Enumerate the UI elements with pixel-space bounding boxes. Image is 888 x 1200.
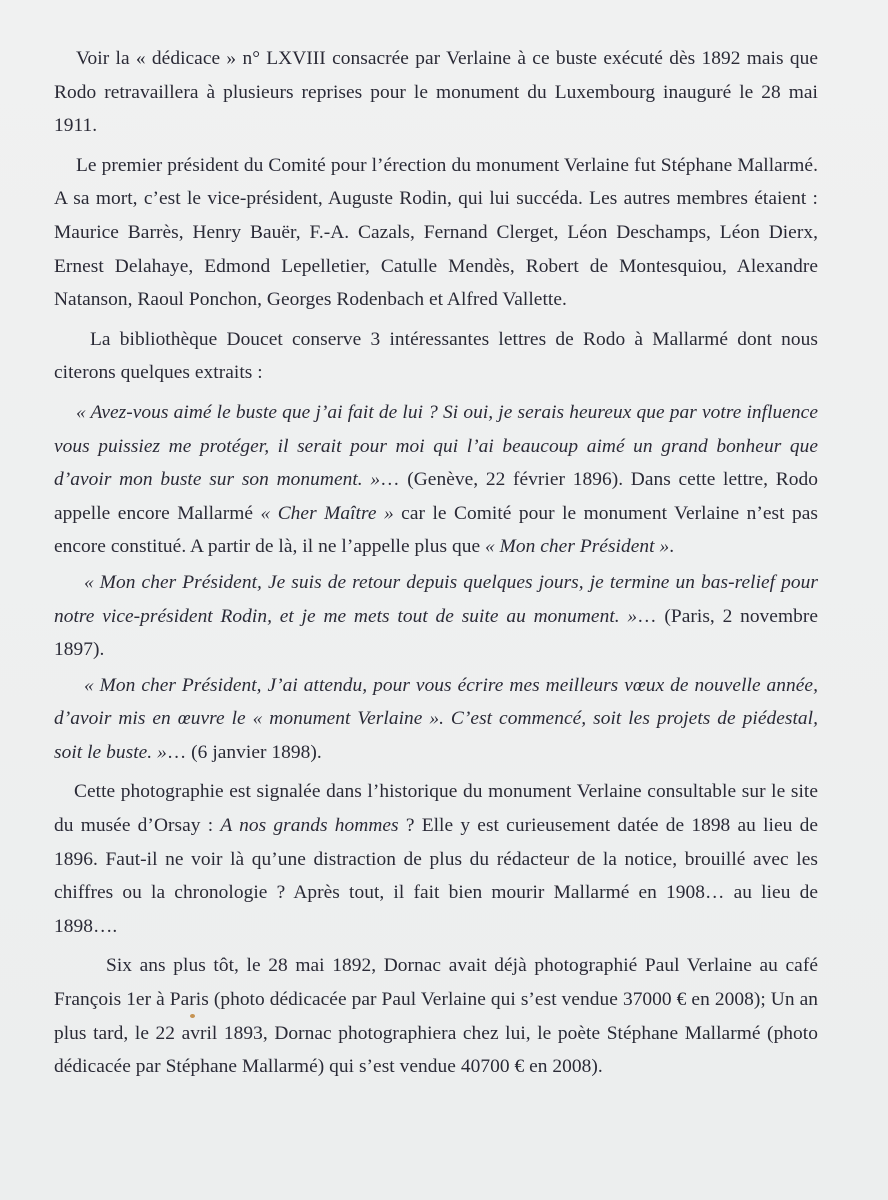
paragraph-text: … (6 janvier 1898). (166, 741, 322, 763)
paragraph-text: . (669, 536, 675, 558)
paragraph-dedicace (54, 42, 818, 143)
ink-stain (190, 1014, 195, 1018)
paragraph-dornac (54, 949, 818, 1083)
paragraph-text: Cette photographie est signalée dans l’historique du monument Verlaine consultable sur le site du musée d’Orsay : (54, 781, 818, 837)
paragraph-text: Six ans plus tôt, le 28 mai 1892, Dornac avait déjà photographié Paul Verlaine au café François 1er à Paris (photo dédicacée par Paul Verlaine qui s’est vendue 37000 € en 2008); Un an plus tard, le 22 avril 1893, Dornac photographiera chez lui, le poète Stéphane Mallarmé (photo dédicacée par Stéphane Mallarmé) qui s’est vendue 40700 € en 2008). (54, 955, 818, 1078)
paragraph-letter-1896 (54, 396, 818, 564)
paragraph-text: … (Paris, 2 novembre 1897). (54, 605, 819, 661)
paragraph-letter-1897 (54, 566, 818, 667)
letter-quote: « Avez-vous aimé le buste que j’ai fait de lui ? Si oui, je serais heureux que par votre influence vous puissiez me protéger, il serait pour moi qui l’ai beaucoup aimé un grand bonheur que d’avoir mon buste sur son monument. » (54, 401, 818, 491)
inline-quote: « Cher Maître » (260, 502, 394, 524)
paragraph-text: Le premier président du Comité pour l’érection du monument Verlaine fut Stéphane Mallarmé. A sa mort, c’est le vice-président, Auguste Rodin, qui lui succéda. Les autres membres étaient : Maurice Barrès, Henry Bauër, F.-A. Cazals, Fernand Clerget, Léon Deschamps, Léon Dierx, Ernest Delahaye, Edmond Lepelletier, Catulle Mendès, Robert de Montesquiou, Alexandre Natanson, Raoul Ponchon, Georges Rodenbach et Alfred Vallette. (54, 154, 818, 311)
paragraph-letter-1898 (54, 669, 818, 770)
paragraph-text: La bibliothèque Doucet conserve 3 intéressantes lettres de Rodo à Mallarmé dont nous citerons quelques extraits : (54, 328, 818, 384)
letter-quote: « Mon cher Président, J’ai attendu, pour vous écrire mes meilleurs vœux de nouvelle année, d’avoir mis en œuvre le « monument Verlaine ». C’est commencé, soit les projets de piédestal, soit le buste. » (54, 674, 818, 763)
document-body (54, 42, 818, 1090)
inline-quote: « Mon cher Président » (485, 536, 670, 558)
paragraph-text: car le Comité pour le monument Verlaine n’est pas encore constitué. A partir de là, il ne l’appelle plus que (54, 502, 818, 558)
paragraph-text: ? Elle y est curieusement datée de 1898 au lieu de 1896. Faut-il ne voir là qu’une distraction de plus du rédacteur de la notice, brouillé avec les chiffres ou la chronologie ? Après tout, il fait bien mourir Mallarmé en 1908… au lieu de 1898…. (54, 815, 818, 937)
inline-title: A nos grands hommes (220, 815, 399, 837)
letter-quote: « Mon cher Président, Je suis de retour depuis quelques jours, je termine un bas-relief pour notre vice-président Rodin, et je me mets tout de suite au monument. » (54, 571, 818, 627)
paragraph-doucet (54, 323, 818, 390)
paragraph-text: Voir la « dédicace » n° LXVIII consacrée par Verlaine à ce buste exécuté dès 1892 mais que Rodo retravaillera à plusieurs reprises pour le monument du Luxembourg inauguré le 28 mai 1911. (54, 48, 818, 137)
paragraph-comite (54, 149, 818, 317)
paragraph-text: … (Genève, 22 février 1896). Dans cette lettre, Rodo appelle encore Mallarmé (54, 469, 818, 524)
paragraph-orsay (54, 775, 818, 943)
